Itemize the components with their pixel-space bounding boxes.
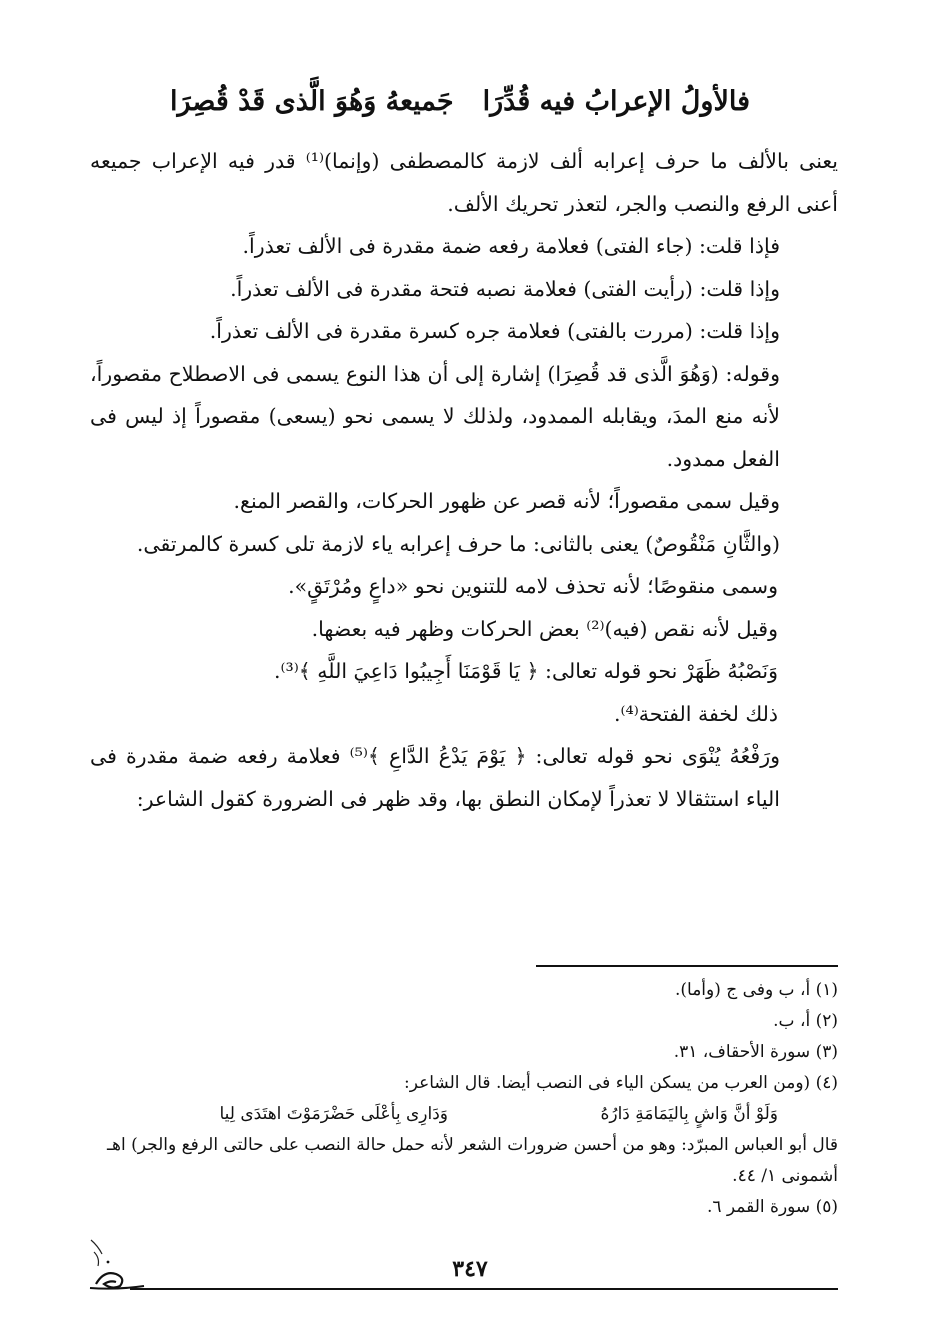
paragraph: وإذا قلت: (رأيت الفتى) فعلامة نصبه فتحة مقدرة فى الألف تعذراً. xyxy=(230,276,780,301)
poem-hemistich-1: وَلَوْ أنَّ وَاشٍ بِاليَمَامَةِ دَارُهُ xyxy=(600,1104,778,1124)
paragraph: ورَفْعُهُ يُنْوَى نحو قوله تعالى: ﴿ يَوْمَ يَدْعُ الدَّاعِ ﴾⁽⁵⁾ فعلامة رفعه ضمة مقدرة فى الياء استثقالا لا تعذراً لإمكان النطق بها، وقد ظهر فى الضرورة كقول الشاعر: xyxy=(90,744,780,811)
paragraph: وقيل سمى مقصوراً؛ لأنه قصر عن ظهور الحركات، والقصر المنع. xyxy=(233,489,780,513)
commentary-text xyxy=(90,140,838,820)
footnote: (٣) سورة الأحقاف، ٣١. xyxy=(673,1042,838,1062)
footnote: (٢) أ، ب. xyxy=(773,1011,838,1031)
verse-line xyxy=(170,80,750,130)
footnote-separator xyxy=(536,965,838,967)
verse-hemistich-1: فالأولُ الإعرابُ فيه قُدِّرَا xyxy=(482,86,750,117)
paragraph: يعنى بالألف ما حرف إعرابه ألف لازمة كالمصطفى (وإنما)⁽¹⁾ قدر فيه الإعراب جميعه أعنى الرفع والنصب والجر، لتعذر تحريك الألف. xyxy=(90,149,838,216)
paragraph: وقوله: (وَهُوَ الَّذى قد قُصِرَا) إشارة إلى أن هذا النوع يسمى فى الاصطلاح مقصوراً، لأنه منع المدَ، ويقابله الممدود، ولذلك لا يسمى نحو (يسعى) مقصوراً إذ ليس فى الفعل ممدود. xyxy=(90,361,780,471)
page-number: ٣٤٧ xyxy=(452,1256,488,1282)
paragraph: ذلك لخفة الفتحة⁽⁴⁾. xyxy=(613,701,778,726)
bottom-rule xyxy=(130,1288,838,1290)
footnote: قال أبو العباس المبرّد: وهو من أحسن ضرورات الشعر لأنه حمل حالة النصب على حالتى الرفع والجر) اهـ أشمونى ١/ ٤٤. xyxy=(107,1135,838,1186)
paragraph: وَنَصْبُهُ ظَهَرْ نحو قوله تعالى: ﴿ يَا قَوْمَنَا أَجِيبُوا دَاعِيَ اللَّهِ ﴾⁽³⁾. xyxy=(273,659,778,683)
paragraph: وقيل لأنه نقص (فيه)⁽²⁾ بعض الحركات وظهر فيه بعضها. xyxy=(311,616,778,641)
footnote: (٥) سورة القمر ٦. xyxy=(706,1197,838,1217)
paragraph: وسمى منقوصًا؛ لأنه تحذف لامه للتنوين نحو «داعٍ ومُرْتَقٍ». xyxy=(288,574,778,598)
paragraph: (والثَّانِ مَنْقُوصٌ) يعنى بالثانى: ما حرف إعرابه ياء لازمة تلى كسرة كالمرتقى. xyxy=(136,531,780,556)
footnotes xyxy=(90,975,838,1223)
calligraphic-ornament-icon xyxy=(86,1232,146,1294)
footnote: (٤) (ومن العرب من يسكن الياء فى النصب أيضا. قال الشاعر: xyxy=(403,1073,838,1093)
paragraph: فإذا قلت: (جاء الفتى) فعلامة رفعه ضمة مقدرة فى الألف تعذراً. xyxy=(242,234,780,258)
paragraph: وإذا قلت: (مررت بالفتى) فعلامة جره كسرة مقدرة فى الألف تعذراً. xyxy=(209,319,780,343)
footnote-poem xyxy=(90,1099,838,1130)
poem-hemistich-2: وَدَارِى بِأعْلَى حَضْرَمَوْتَ اهتَدَى لِيا xyxy=(219,1104,448,1124)
footnote: (١) أ، ب وفى ج (وأما). xyxy=(674,980,838,1000)
verse-hemistich-2: جَميعهُ وَهُوَ الَّذى قَدْ قُصِرَا xyxy=(170,86,454,117)
